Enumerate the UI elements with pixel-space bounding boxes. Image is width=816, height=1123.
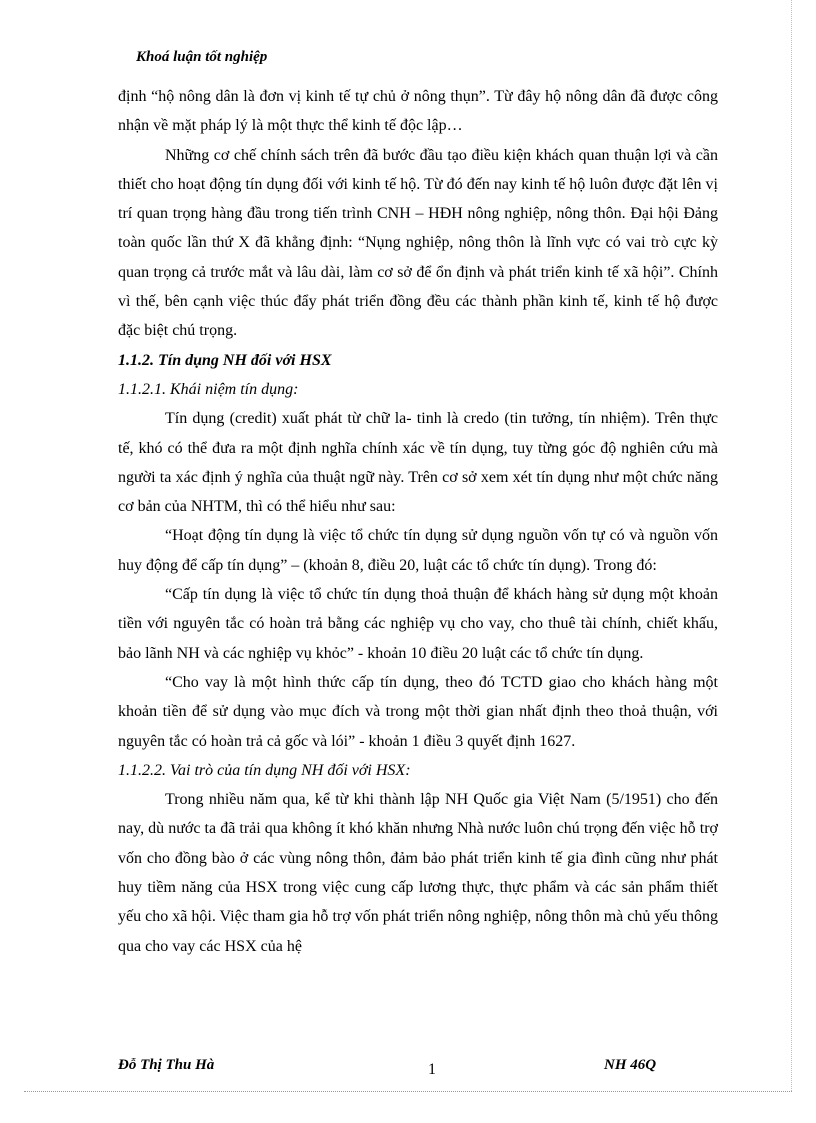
paragraph: “Cho vay là một hình thức cấp tín dụng, theo đó TCTD giao cho khách hàng một khoản tiền để sử dụng vào mục đích và trong một thời gian nhất định theo thoả thuận, với nguyên tắc có hoàn trả cả gốc và lói” - khoản 1 điều 3 quyết định 1627.	[118, 673, 718, 750]
running-header: Khoá luận tốt nghiệp	[136, 49, 268, 65]
paragraph: định “hộ nông dân là đơn vị kinh tế tự chủ ở nông thụn”. Từ đây hộ nông dân đã được công nhận về mặt pháp lý là một thực thể kinh tế độc lập…	[118, 88, 718, 135]
subsection-heading: 1.1.2.1. Khái niệm tín dụng:	[118, 380, 299, 398]
page-bottom-border	[24, 1091, 792, 1092]
section-heading: 1.1.2. Tín dụng NH đối với HSX	[118, 351, 332, 369]
paragraph: “Hoạt động tín dụng là việc tổ chức tín dụng sử dụng nguồn vốn tự có và nguồn vốn huy động để cấp tín dụng” – (khoản 8, điều 20, luật các tổ chức tín dụng). Trong đó:	[118, 527, 718, 574]
footer-class-code: NH 46Q	[604, 1057, 657, 1073]
document-body	[118, 82, 718, 961]
footer-author: Đỗ Thị Thu Hà	[118, 1057, 215, 1073]
page-number: 1	[428, 1061, 436, 1078]
paragraph: “Cấp tín dụng là việc tổ chức tín dụng thoả thuận để khách hàng sử dụng một khoản tiền với nguyên tắc có hoàn trả bằng các nghiệp vụ cho vay, cho thuê tài chính, chiết khấu, bảo lãnh NH và các nghiệp vụ khỏc” - khoản 10 điều 20 luật các tổ chức tín dụng.	[118, 586, 718, 662]
paragraph: Tín dụng (credit) xuất phát từ chữ la- tinh là credo (tin tưởng, tín nhiệm). Trên thực tế, khó có thể đưa ra một định nghĩa chính xác về tín dụng, tuy từng góc độ nghiên cứu mà người ta xác định ý nghĩa của thuật ngữ này. Trên cơ sở xem xét tín dụng như một chức năng cơ bản của NHTM, thì có thể hiểu như sau:	[118, 410, 718, 516]
page-right-border	[791, 0, 792, 1091]
paragraph: Trong nhiều năm qua, kể từ khi thành lập NH Quốc gia Việt Nam (5/1951) cho đến nay, dù nước ta đã trải qua không ít khó khăn nhưng Nhà nước luôn chú trọng đến việc hỗ trợ vốn cho đồng bào ở các vùng nông thôn, đảm bảo phát triển kinh tế gia đình cũng như phát huy tiềm năng của HSX trong việc cung cấp lương thực, thực phẩm và các sản phẩm thiết yếu cho xã hội. Việc tham gia hỗ trợ vốn phát triển nông nghiệp, nông thôn mà chủ yếu thông qua cho vay các HSX của hệ	[118, 791, 718, 955]
subsection-heading: 1.1.2.2. Vai trò của tín dụng NH đối với HSX:	[118, 761, 411, 779]
paragraph: Những cơ chế chính sách trên đã bước đầu tạo điều kiện khách quan thuận lợi và cần thiết cho hoạt động tín dụng đối với kinh tế hộ. Từ đó đến nay kinh tế hộ luôn được đặt lên vị trí quan trọng hàng đầu trong tiến trình CNH – HĐH nông nghiệp, nông thôn. Đại hội Đảng toàn quốc lần thứ X đã khẳng định: “Nụng nghiệp, nông thôn là lĩnh vực có vai trò cực kỳ quan trọng cả trước mắt và lâu dài, làm cơ sở để ổn định và phát triển kinh tế xã hội”. Chính vì thế, bên cạnh việc thúc đẩy phát triển đồng đều các thành phần kinh tế, kinh tế hộ được đặc biệt chú trọng.	[118, 146, 718, 340]
